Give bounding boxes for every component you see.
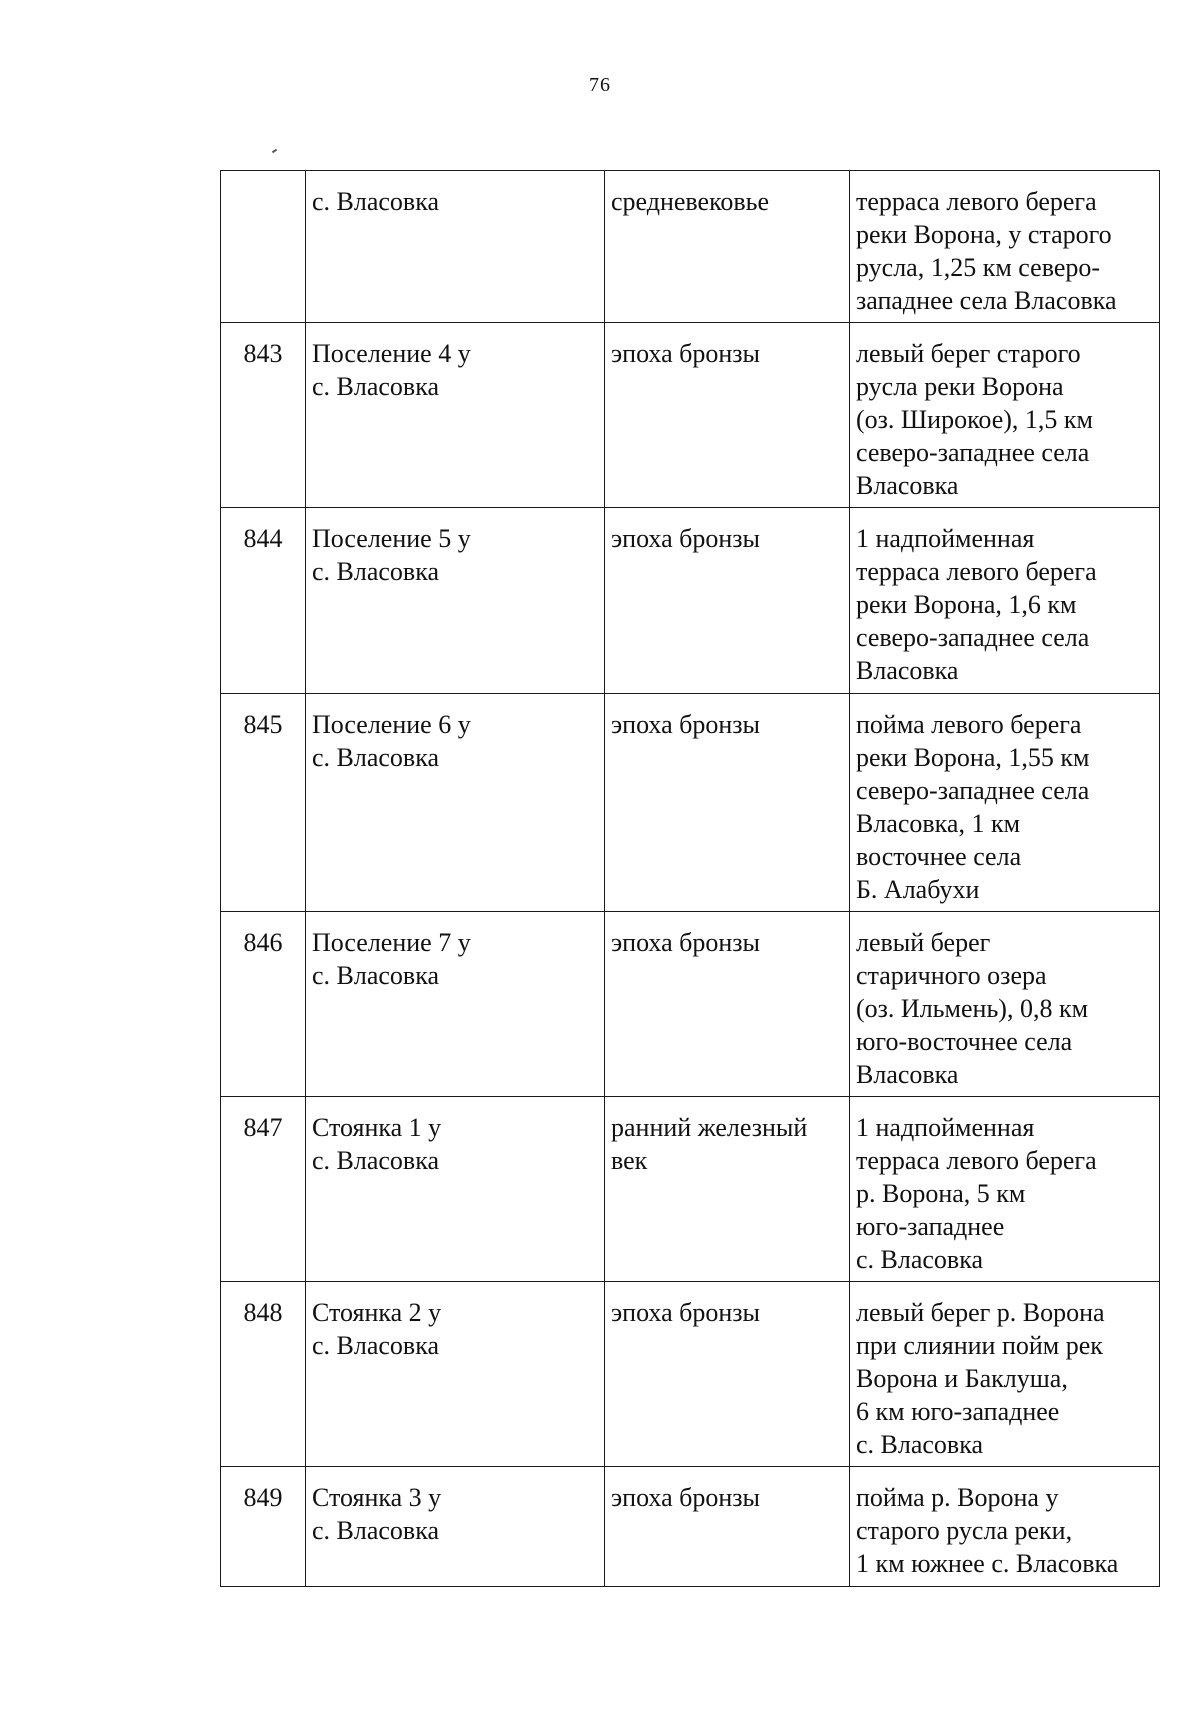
site-name: Поселение 4 у с. Власовка [306,323,605,508]
site-period: эпоха бронзы [605,912,850,1097]
row-number: 844 [221,508,306,694]
site-name: Стоянка 3 у с. Власовка [306,1467,605,1587]
table-row [221,1467,1160,1587]
page-number: 76 [589,74,611,96]
site-period: эпоха бронзы [605,1282,850,1467]
site-location: пойма р. Ворона у старого русла реки, 1 км южнее с. Власовка [850,1467,1160,1587]
row-number: 846 [221,912,306,1097]
site-location: пойма левого берега реки Ворона, 1,55 км северо-западнее села Власовка, 1 км восточнее села Б. Алабухи [850,694,1160,912]
site-location: терраса левого берега реки Ворона, у старого русла, 1,25 км северо- западнее села Власовка [850,171,1160,323]
row-number: 847 [221,1097,306,1282]
site-name: Поселение 6 у с. Власовка [306,694,605,912]
site-location: левый берег старого русла реки Ворона (оз. Широкое), 1,5 км северо-западнее села Власовка [850,323,1160,508]
site-location: левый берег р. Ворона при слиянии пойм рек Ворона и Баклуша, 6 км юго-западнее с. Власовка [850,1282,1160,1467]
table-row [221,694,1160,912]
site-period: эпоха бронзы [605,694,850,912]
row-number: 848 [221,1282,306,1467]
table-row [221,508,1160,694]
site-name: Поселение 7 у с. Власовка [306,912,605,1097]
row-number: 845 [221,694,306,912]
site-name: Стоянка 1 у с. Власовка [306,1097,605,1282]
site-period: эпоха бронзы [605,323,850,508]
site-period: эпоха бронзы [605,508,850,694]
site-location: 1 надпойменная терраса левого берега р. Ворона, 5 км юго-западнее с. Власовка [850,1097,1160,1282]
site-name: с. Власовка [306,171,605,323]
heritage-table [220,170,1160,1587]
table-row [221,323,1160,508]
table-row [221,1282,1160,1467]
site-period: ранний железный век [605,1097,850,1282]
row-number: 849 [221,1467,306,1587]
site-name: Стоянка 2 у с. Власовка [306,1282,605,1467]
site-period: эпоха бронзы [605,1467,850,1587]
site-location: левый берег старичного озера (оз. Ильмень), 0,8 км юго-восточнее села Власовка [850,912,1160,1097]
site-location: 1 надпойменная терраса левого берега реки Ворона, 1,6 км северо-западнее села Власовка [850,508,1160,694]
site-period: средневековье [605,171,850,323]
site-name: Поселение 5 у с. Власовка [306,508,605,694]
table-row [221,912,1160,1097]
row-number: 843 [221,323,306,508]
stray-mark [272,149,277,154]
table-row [221,171,1160,323]
table-row [221,1097,1160,1282]
row-number [221,171,306,323]
